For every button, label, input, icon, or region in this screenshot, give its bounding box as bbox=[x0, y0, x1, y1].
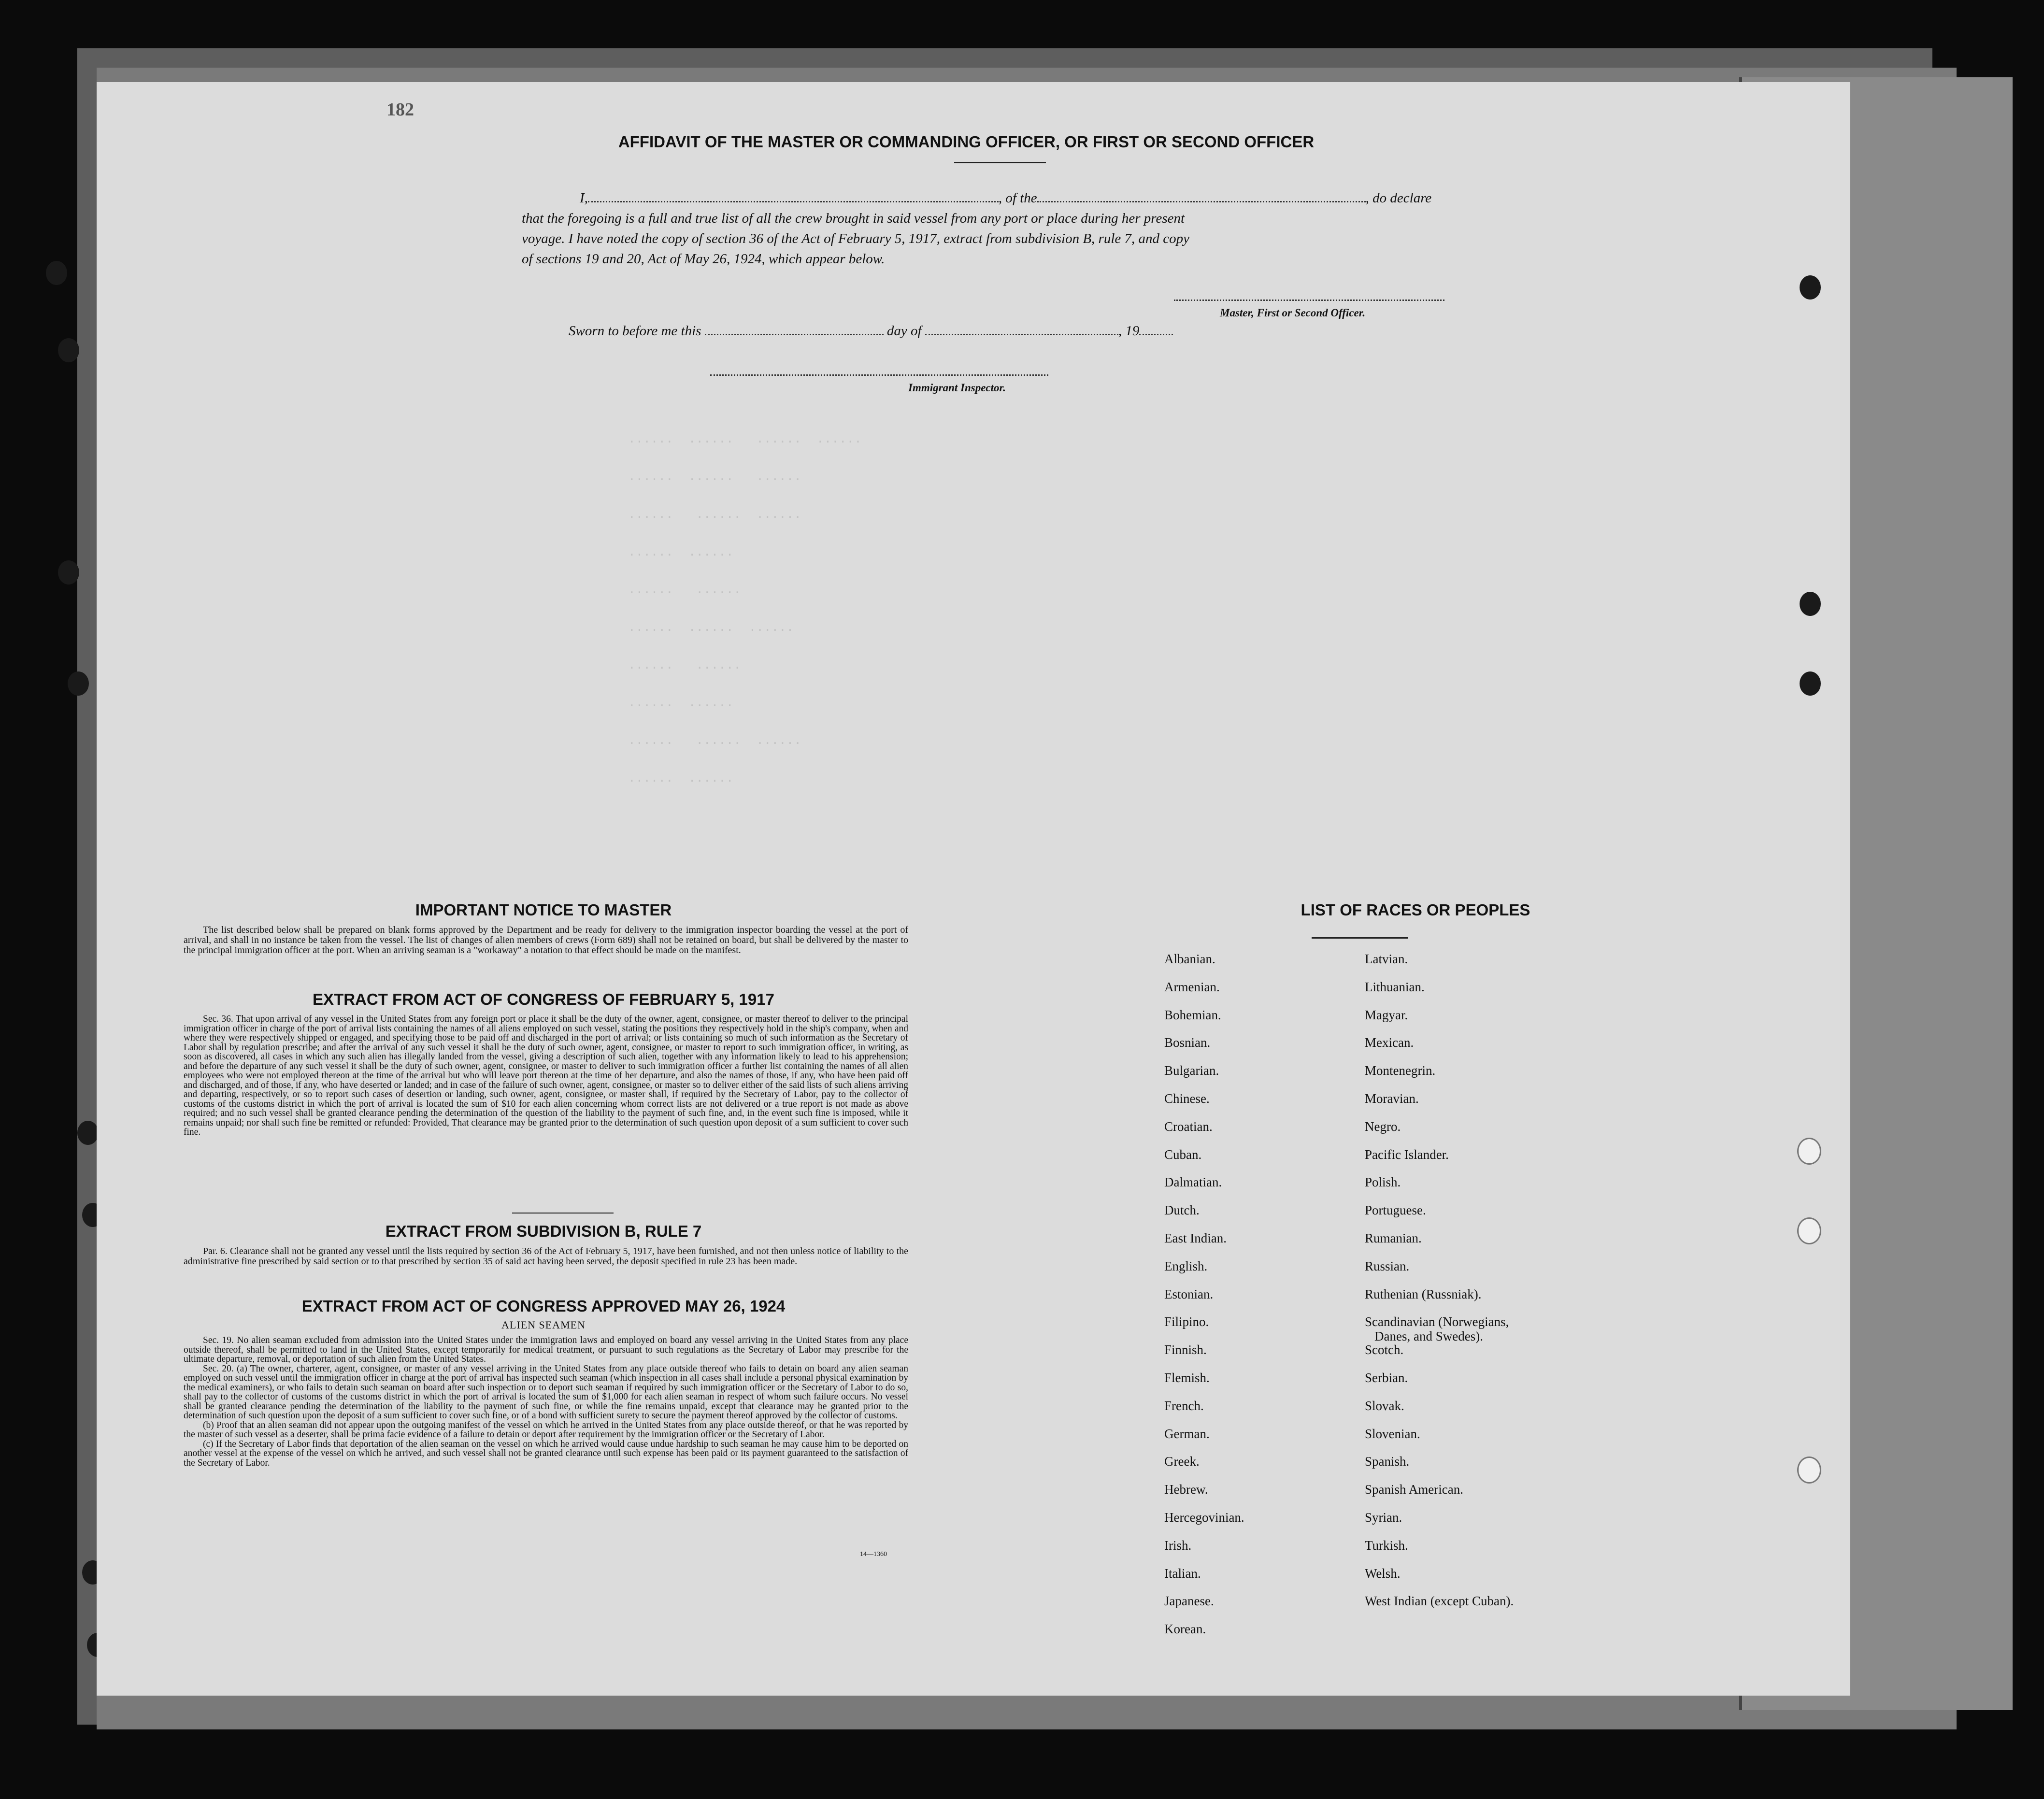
binder-hole bbox=[1800, 275, 1821, 300]
notice-text: The list described below shall be prepared on blank forms approved by the Department and be ready for delivery to the immigration inspector boarding the vessel at the port of arrival, and shall in no instance be taken from the vessel. The list of changes of alien members of crews (Form 689) shall not be retained on board, but shall be delivered by the master to the principal immigration officer at the port. When an arriving seaman is a "workaway" a notation to that effect should be made on the manifest. bbox=[184, 925, 908, 956]
race-item: Hebrew. bbox=[1164, 1482, 1208, 1497]
race-item: Filipino. bbox=[1164, 1314, 1209, 1329]
title-rule bbox=[954, 162, 1046, 163]
race-item: West Indian (except Cuban). bbox=[1365, 1594, 1514, 1608]
race-item: Spanish American. bbox=[1365, 1482, 1463, 1497]
race-item: Negro. bbox=[1365, 1119, 1401, 1134]
signature-line bbox=[1174, 300, 1444, 301]
page-number: 182 bbox=[386, 100, 414, 120]
race-item: Portuguese. bbox=[1365, 1203, 1426, 1217]
notice-title: IMPORTANT NOTICE TO MASTER bbox=[415, 901, 672, 919]
race-item: Moravian. bbox=[1365, 1091, 1419, 1106]
affidavit-line3: voyage. I have noted the copy of section 36 of the Act of February 5, 1917, extract from subdivision B, rule 7, and copy bbox=[522, 231, 1190, 246]
race-item: Slovak. bbox=[1365, 1399, 1404, 1413]
race-item: Syrian. bbox=[1365, 1510, 1402, 1525]
race-item: Korean. bbox=[1164, 1622, 1206, 1636]
race-item: Scandinavian (Norwegians, bbox=[1365, 1314, 1509, 1329]
rule7-title: EXTRACT FROM SUBDIVISION B, RULE 7 bbox=[385, 1222, 702, 1240]
affidavit-line4: of sections 19 and 20, Act of May 26, 1924, which appear below. bbox=[522, 251, 885, 267]
race-item: Bosnian. bbox=[1164, 1035, 1211, 1050]
extract-1917-text: Sec. 36. That upon arrival of any vessel in the United States from any foreign port or place it shall be the duty of the owner, agent, consignee, or master thereof to deliver to the principal immigration officer in charge of the port of arrival lists containing the names of all aliens employed on such vessel, stating the positions they respectively hold in the ship's company, when and where they were respectively shipped or engaged, and specifying those to be paid off and discharged in the port of arrival; or lists containing so much of such information as the Secretary of Labor shall by regulation prescribe; and after the arrival of any such vessel it shall be the duty of such owner, agent, consignee, or master to report to such immigration officer, in writing, as soon as discovered, all cases in which any such alien has illegally landed from the vessel, giving a description of such alien, together with any information likely to lead to his apprehension; and before the departure of any such vessel it shall be the duty of such owner, agent, consignee, or master to deliver to such immigration officer a further list containing the names of all alien employees who were not employed thereon at the time of the arrival but who will leave port thereon at the time of her departure, and also the names of those, if any, who have been paid off and discharged, and of those, if any, who have deserted or landed; and in case of the failure of such owner, agent, consignee, or master so to deliver either of the said lists of such aliens arriving and departing, respectively, or so to report such cases of desertion or landing, such owner, agent, consignee, or master shall, if required by the Secretary of Labor, pay to the collector of customs of the customs district in which the port of arrival is located the sum of $10 for each alien concerning whom correct lists are not delivered or a true report is not made as above required; and no such vessel shall be granted clearance pending the determination of the question of the liability to the payment of such fine, and, in the event such fine is imposed, while it remains unpaid; nor shall such fine be remitted or refunded: Provided, That clearance may be granted prior to the determination of such question upon deposit of a sum sufficient to cover such fine. bbox=[184, 1014, 908, 1137]
race-item: Chinese. bbox=[1164, 1091, 1210, 1106]
race-item: Welsh. bbox=[1365, 1566, 1401, 1581]
race-item: Flemish. bbox=[1164, 1371, 1210, 1385]
race-item: Lithuanian. bbox=[1365, 980, 1425, 994]
extract-1917-title: EXTRACT FROM ACT OF CONGRESS OF FEBRUARY 5, 1917 bbox=[313, 990, 774, 1008]
sec-20c-text: (c) If the Secretary of Labor finds that deportation of the alien seaman on the vessel on which he arrived would cause undue hardship to such seaman he may cause him to be deported on another vessel at the expense of the vessel on which he arrived, and such vessel shall not be granted clearance until such expense has been paid or its payment guaranteed to the satisfaction of the Secretary of Labor. bbox=[184, 1439, 908, 1468]
section-rule bbox=[512, 1213, 614, 1214]
binder-hole bbox=[58, 338, 79, 362]
race-item: Russian. bbox=[1365, 1259, 1410, 1273]
race-item: Hercegovinian. bbox=[1164, 1510, 1244, 1525]
race-item: Pacific Islander. bbox=[1365, 1147, 1449, 1162]
inspector-line bbox=[710, 374, 1048, 376]
sec-20a-text: Sec. 20. (a) The owner, charterer, agent, consignee, or master of any vessel arriving in the United States from any place outside thereof who fails to detain on board any alien seaman employed on such vessel until the immigration officer in charge at the port of arrival has inspected such seaman (which inspection in all cases shall include a personal physical examination by the medical examiners), or who fails to detain such seaman on board after such inspection or to deport such seaman if required by such immigration officer or the Secretary of Labor to do so, shall pay to the collector of customs of the customs district in which the port of arrival is located the sum of $1,000 for each alien seaman in respect of whom such failure occurs. No vessel shall be granted clearance pending the determination of the liability to the payment of such fine, or while the fine remains unpaid, except that clearance may be granted prior to the determination of such question upon the deposit of a sum sufficient to cover such fine, or of a bond with sufficient surety to secure the payment thereof approved by the collector of customs. bbox=[184, 1363, 908, 1421]
race-item: Greek. bbox=[1164, 1454, 1200, 1469]
sworn-line: Sworn to before me this day of , 19 bbox=[569, 321, 1342, 341]
races-rule bbox=[1312, 937, 1408, 939]
binder-hole bbox=[58, 560, 79, 585]
race-item: Magyar. bbox=[1365, 1008, 1408, 1022]
extract-1924-title: EXTRACT FROM ACT OF CONGRESS APPROVED MAY 26, 1924 bbox=[301, 1297, 786, 1315]
race-item: Bohemian. bbox=[1164, 1008, 1221, 1022]
binder-hole bbox=[1797, 1138, 1821, 1165]
binder-hole bbox=[1797, 1456, 1821, 1484]
race-item: Turkish. bbox=[1365, 1538, 1408, 1553]
race-item: Montenegrin. bbox=[1365, 1063, 1436, 1078]
race-item: Mexican. bbox=[1365, 1035, 1414, 1050]
race-item: Dalmatian. bbox=[1164, 1175, 1222, 1189]
race-item: Scotch. bbox=[1365, 1342, 1404, 1357]
binder-hole bbox=[1800, 592, 1821, 616]
races-left-column bbox=[1164, 952, 1348, 1647]
race-item: East Indian. bbox=[1164, 1231, 1227, 1245]
signature-label: Master, First or Second Officer. bbox=[1220, 307, 1366, 319]
affidavit-line1: I, , of the , do declare bbox=[580, 190, 1432, 206]
race-item: Latvian. bbox=[1365, 952, 1408, 966]
race-item: German. bbox=[1164, 1427, 1210, 1441]
race-item: French. bbox=[1164, 1399, 1204, 1413]
races-right-column bbox=[1365, 952, 1606, 1647]
race-item: Bulgarian. bbox=[1164, 1063, 1219, 1078]
race-item: Armenian. bbox=[1164, 980, 1220, 994]
race-item: Albanian. bbox=[1164, 952, 1215, 966]
sec-20b-text: (b) Proof that an alien seaman did not appear upon the outgoing manifest of the vessel on which he arrived in the United States from any place outside thereof, or that he was reported by the master of such vessel as a deserter, shall be prima facie evidence of a failure to detain or deport after requirement by the immigration officer or the Secretary of Labor. bbox=[184, 1420, 908, 1440]
race-item: Danes, and Swedes). bbox=[1374, 1329, 1483, 1343]
race-item: Spanish. bbox=[1365, 1454, 1410, 1469]
race-item: Cuban. bbox=[1164, 1147, 1202, 1162]
inspector-label: Immigrant Inspector. bbox=[908, 382, 1006, 394]
race-item: Ruthenian (Russniak). bbox=[1365, 1287, 1482, 1301]
affidavit-line2: that the foregoing is a full and true list of all the crew brought in said vessel from any port or place during her present bbox=[522, 211, 1185, 226]
binder-hole bbox=[68, 671, 89, 696]
binder-hole bbox=[46, 261, 67, 285]
binder-hole bbox=[1800, 671, 1821, 696]
race-item: Dutch. bbox=[1164, 1203, 1200, 1217]
race-item: Finnish. bbox=[1164, 1342, 1207, 1357]
race-item: Italian. bbox=[1164, 1566, 1201, 1581]
race-item: Irish. bbox=[1164, 1538, 1192, 1553]
form-page bbox=[97, 82, 1850, 1696]
race-item: Estonian. bbox=[1164, 1287, 1214, 1301]
race-item: English. bbox=[1164, 1259, 1208, 1273]
race-item: Japanese. bbox=[1164, 1594, 1214, 1608]
bleed-through-text: ...... ...... ...... ...... ...... ...... ...... ...... ...... ...... ...... ...... ...... ...... ...... ...... ...... ...... ...... ...... ...... ...... ...... ...... ...... ...... bbox=[628, 432, 862, 785]
race-item: Rumanian. bbox=[1365, 1231, 1422, 1245]
extract-1924-subtitle: ALIEN SEAMEN bbox=[501, 1319, 586, 1331]
binder-hole bbox=[77, 1121, 99, 1145]
affidavit-title: AFFIDAVIT OF THE MASTER OR COMMANDING OFFICER, OR FIRST OR SECOND OFFICER bbox=[618, 133, 1315, 151]
extract-1924-body bbox=[184, 1336, 908, 1468]
races-title: LIST OF RACES OR PEOPLES bbox=[1301, 901, 1530, 919]
race-item: Slovenian. bbox=[1365, 1427, 1420, 1441]
form-code: 14—1360 bbox=[860, 1551, 887, 1558]
race-item: Polish. bbox=[1365, 1175, 1401, 1189]
race-item: Serbian. bbox=[1365, 1371, 1408, 1385]
race-item: Croatian. bbox=[1164, 1119, 1213, 1134]
sec-19-text: Sec. 19. No alien seaman excluded from admission into the United States under the immigration laws and employed on board any vessel arriving in the United States from any place outside thereof, shall be permitted to land in the United States, except temporarily for medical treatment, or pursuant to such regulations as the Secretary of Labor may prescribe for the ultimate departure, removal, or deportation of such alien from the United States. bbox=[184, 1335, 908, 1364]
rule7-text: Par. 6. Clearance shall not be granted any vessel until the lists required by section 36 of the Act of February 5, 1917, have been furnished, and not then unless notice of liability to the administrative fine prescribed by said section or to that prescribed by section 35 of said act having been served, the deposit specified in rule 23 has been made. bbox=[184, 1246, 908, 1267]
binder-hole bbox=[1797, 1217, 1821, 1244]
